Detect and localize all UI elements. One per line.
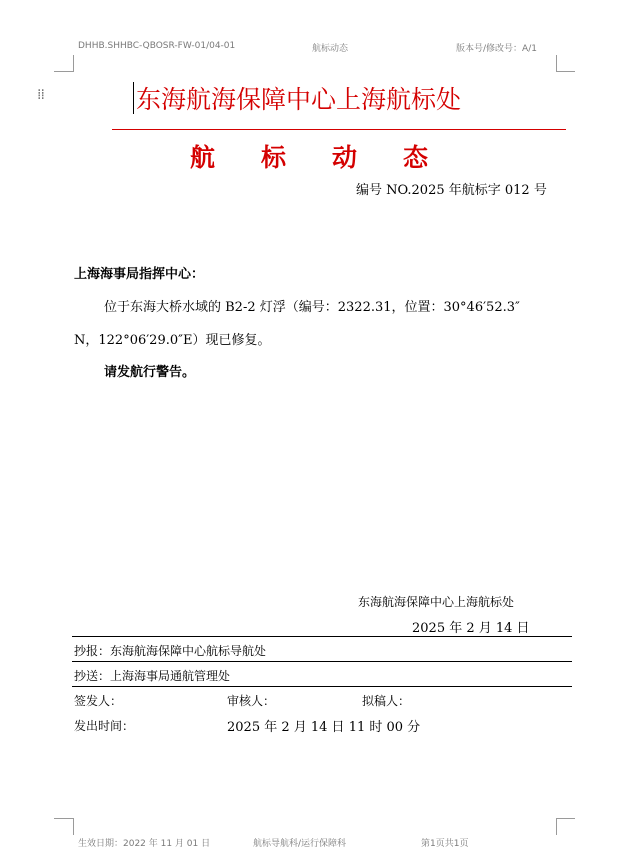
document-number: 编号 NO.2025 年航标字 012 号 (356, 183, 547, 198)
header-doc-name: 航标动态 (312, 44, 349, 54)
text-cursor (133, 82, 134, 114)
divider (72, 636, 572, 637)
drafter-label: 拟稿人： (362, 694, 411, 708)
corner-mark-top-left-v (73, 55, 74, 72)
issuer-label: 签发人： (74, 694, 123, 708)
signature-organization: 东海航海保障中心上海航标处 (358, 595, 515, 609)
corner-mark-top-left-h (54, 71, 73, 72)
report-to: 抄报：东海航海保障中心航标导航处 (74, 644, 267, 658)
title-char: 态 (403, 143, 429, 172)
title-char: 标 (261, 143, 287, 172)
reviewer-label: 审核人： (227, 694, 276, 708)
footer-page-info: 第1页共1页 (421, 839, 469, 849)
title-char: 航 (190, 143, 216, 172)
send-time-value: 2025 年 2 月 14 日 11 时 00 分 (227, 720, 421, 735)
signature-date: 2025 年 2 月 14 日 (412, 621, 530, 636)
corner-mark-bottom-right-v (556, 818, 557, 835)
corner-mark-bottom-left-v (73, 818, 74, 835)
table-move-handle-icon[interactable]: ⁞⁞ (37, 87, 44, 103)
corner-mark-bottom-right-h (556, 818, 575, 819)
copy-to: 抄送：上海海事局通航管理处 (74, 669, 231, 683)
title-char: 动 (332, 143, 358, 172)
body-line-1: 位于东海大桥水域的 B2-2 灯浮（编号：2322.31，位置：30°46′52.3″ (104, 300, 520, 315)
recipient: 上海海事局指挥中心： (74, 267, 205, 282)
footer-effective-date: 生效日期：2022 年 11 月 01 日 (78, 839, 211, 849)
corner-mark-top-right-h (556, 71, 575, 72)
divider (72, 686, 572, 687)
letterhead-organization: 东海航海保障中心上海航标处 (136, 85, 462, 114)
corner-mark-bottom-left-h (54, 818, 73, 819)
footer-department: 航标导航科/运行保障科 (253, 839, 347, 849)
divider (72, 661, 572, 662)
request-line: 请发航行警告。 (104, 365, 196, 380)
body-line-2: N，122°06′29.0″E）现已修复。 (74, 333, 271, 348)
header-version: 版本号/修改号：A/1 (456, 44, 537, 54)
letterhead-red-rule (112, 129, 566, 130)
send-time-label: 发出时间： (74, 719, 135, 733)
header-doc-code: DHHB.SHHBC-QBOSR-FW-01/04-01 (78, 41, 236, 51)
document-title (190, 138, 428, 174)
corner-mark-top-right-v (556, 55, 557, 72)
